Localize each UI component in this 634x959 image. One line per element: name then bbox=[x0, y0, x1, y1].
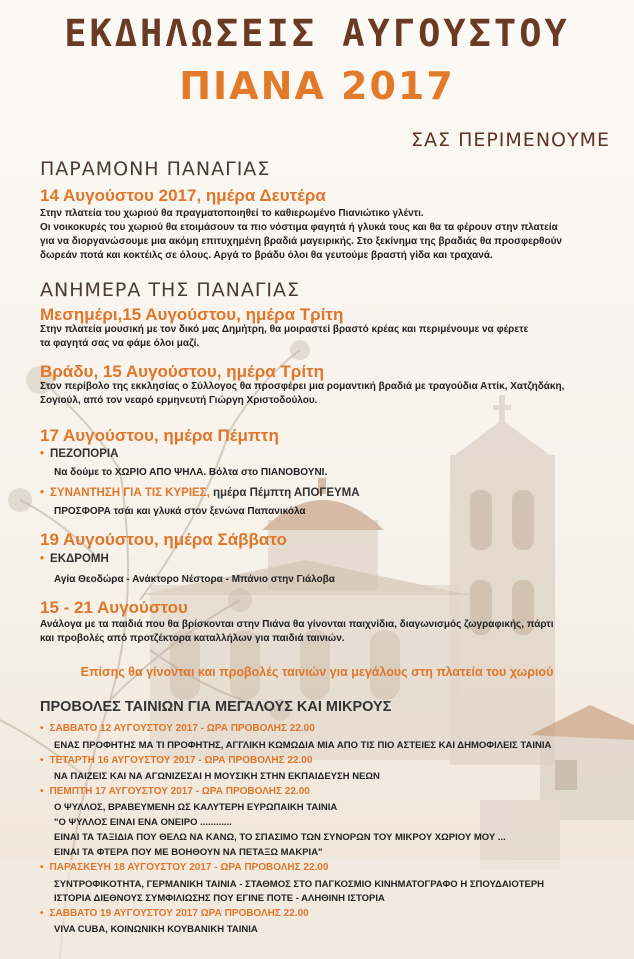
section-heading-paramoni: ΠΑΡΑΜΟΝΗ ΠΑΝΑΓΙΑΣ bbox=[40, 158, 271, 180]
event-date-15-noon: Μεσημέρι,15 Αυγούστου, ημέρα Τρίτη bbox=[40, 305, 344, 324]
event-date-15-evening: Βράδυ, 15 Αυγούστου, ημέρα Τρίτη bbox=[40, 362, 325, 381]
movie-description-4a: ΣΥΝΤΡΟΦΙΚΟΤΗΤΑ, ΓΕΡΜΑΝΙΚΗ ΤΑΙΝΙΑ - ΣΤΑΘΜΟΣ ΣΤΟ ΠΑΓΚΟΣΜΙΟ ΚΙΝΗΜΑΤΟΓΡΑΦΟ Η ΣΠΟΥΔΑΙΟΤΕΡΗ bbox=[54, 879, 545, 890]
event-date-14: 14 Αυγούστου 2017, ημέρα Δευτέρα bbox=[40, 186, 326, 205]
bullet-icon: • bbox=[40, 755, 44, 766]
bullet-icon: • bbox=[40, 553, 45, 565]
event-date-17: 17 Αυγούστου, ημέρα Πέμπτη bbox=[40, 426, 279, 445]
movie-description-3c: ΕΙΝΑΙ ΤΑ ΤΑΞΙΔΙΑ ΠΟΥ ΘΕΛΩ ΝΑ ΚΑΝΩ, ΤΟ ΣΠΑΣΙΜΟ ΤΩΝ ΣΥΝΟΡΩΝ ΤΟΥ ΜΙΚΡΟΥ ΧΩΡΙΟΥ ΜΟΥ ... bbox=[54, 832, 506, 843]
event-detail-ladies-meeting: ΠΡΟΣΦΟΡΑ τσάι και γλυκά στον ξενώνα Παπανικόλα bbox=[54, 506, 306, 517]
movie-schedule-3: • ΠΕΜΠΤΗ 17 ΑΥΓΟΥΣΤΟΥ 2017 - ΩΡΑ ΠΡΟΒΟΛΗΣ 22.00 bbox=[40, 786, 310, 797]
event-description-14: Στην πλατεία του χωριού θα πραγματοποιηθεί το καθιερωμένο Πιανιώτικο γλέντι. Οι νοικοκυρές του χωριού θα ετοιμάσουν τα πιο νόστιμα φαγητά ή γλυκά τους και θα τα φέρουν στην πλατεία για να διοργανώσουμε μια ακόμη επιτυχημένη βραδιά μαγειρικής. Στο ξεκίνημα της βραδιάς θα προσφερθούν δωρεάν ποτά και κοκτέιλς σε όλους. Αργά το βράδυ όλοι θα γευτούμε βραστή γίδα και τραχανά. bbox=[40, 208, 562, 261]
event-item-ladies-meeting: • ΣΥΝΑΝΤΗΣΗ ΓΙΑ ΤΙΣ ΚΥΡΙΕΣ, ημέρα Πέμπτη ΑΠΟΓΕΥΜΑ bbox=[40, 487, 360, 499]
tagline: ΣΑΣ ΠΕΡΙΜΕΝΟΥΜΕ bbox=[411, 129, 610, 151]
movie-schedule-4: • ΠΑΡΑΣΚΕΥΗ 18 ΑΥΓΟΥΣΤΟΥ 2017 - ΩΡΑ ΠΡΟΒΟΛΗΣ 22.00 bbox=[40, 862, 329, 873]
event-date-15-21: 15 - 21 Αυγούστου bbox=[40, 598, 188, 617]
event-detail-hiking: Να δούμε το ΧΩΡΙΟ ΑΠΟ ΨΗΛΑ. Βόλτα στο ΠΙΑΝΟΒΟΥΝΙ. bbox=[54, 467, 328, 478]
event-date-19: 19 Αυγούστου, ημέρα Σάββατο bbox=[40, 530, 287, 549]
bullet-icon: • bbox=[40, 786, 44, 797]
bullet-icon: • bbox=[40, 723, 44, 734]
movie-description-4b: ΙΣΤΟΡΙΑ ΔΙΕΘΝΟΥΣ ΣΥΜΦΙΛΙΩΣΗΣ ΠΟΥ ΕΓΙΝΕ ΠΟΤΕ - ΑΛΗΘΙΝΗ ΙΣΤΟΡΙΑ bbox=[54, 893, 385, 904]
bullet-icon: • bbox=[40, 862, 44, 873]
movie-description-3b: "Ο ΨΥΛΛΟΣ ΕΙΝΑΙ ΕΝΑ ΟΝΕΙΡΟ ............ bbox=[54, 817, 232, 828]
event-description-15-noon: Στην πλατεία μουσική με τον δικό μας Δημήτρη, θα μοιραστεί βραστό κρέας και περιμένουμε να φέρετε τα φαγητά σας να φάμε όλοι μαζί. bbox=[40, 324, 529, 349]
movies-heading: ΠΡΟΒΟΛΕΣ ΤΑΙΝΙΩΝ ΓΙΑ ΜΕΓΑΛΟΥΣ ΚΑΙ ΜΙΚΡΟΥΣ bbox=[40, 699, 392, 715]
event-item-excursion: • ΕΚΔΡΟΜΗ bbox=[40, 553, 109, 565]
movie-description-3a: Ο ΨΥΛΛΟΣ, ΒΡΑΒΕΥΜΕΝΗ ΩΣ ΚΑΛΥΤΕΡΗ ΕΥΡΩΠΑΙΚΗ ΤΑΙΝΙΑ bbox=[54, 802, 338, 813]
movie-schedule-5: • ΣΑΒΒΑΤΟ 19 ΑΥΓΟΥΣΤΟΥ 2017 ΩΡΑ ΠΡΟΒΟΛΗΣ 22.00 bbox=[40, 908, 309, 919]
event-detail-excursion: Αγία Θεοδώρα - Ανάκτορο Νέστορα - Μπάνιο στην Γιάλοβα bbox=[54, 574, 335, 585]
movie-description-3d: ΕΙΝΑΙ ΤΑ ΦΤΕΡΑ ΠΟΥ ΜΕ ΒΟΗΘΟΥΝ ΝΑ ΠΕΤΑΞΩ ΜΑΚΡΙΑ" bbox=[54, 847, 323, 858]
movie-description-5: VIVA CUBA, ΚΟΙΝΩΝΙΚΗ ΚΟΥΒΑΝΙΚΗ ΤΑΙΝΙΑ bbox=[54, 924, 258, 935]
bullet-icon: • bbox=[40, 908, 44, 919]
movie-schedule-2: • ΤΕΤΑΡΤΗ 16 ΑΥΓΟΥΣΤΟΥ 2017 - ΩΡΑ ΠΡΟΒΟΛΗΣ 22.00 bbox=[40, 755, 313, 766]
poster-title: ΕΚΔΗΛΩΣΕΙΣ ΑΥΓΟΥΣΤΟΥ bbox=[64, 12, 570, 55]
event-description-15-21: Ανάλογα με τα παιδιά που θα βρίσκονται στην Πιάνα θα γίνονται παιχνίδια, διαγωνισμός ζωγραφικής, πάρτι και προβολές από προτζέκτορα καταλλήλων για παιδιά ταινιών. bbox=[40, 619, 554, 644]
bullet-icon: • bbox=[40, 487, 45, 499]
section-heading-animera: ΑΝΗΜΕΡΑ ΤΗΣ ΠΑΝΑΓΙΑΣ bbox=[40, 279, 301, 301]
movies-notice: Επίσης θα γίνονται και προβολές ταινιών για μεγάλους στη πλατεία του χωριού bbox=[80, 665, 554, 679]
event-item-hiking: • ΠΕΖΟΠΟΡΙΑ bbox=[40, 448, 119, 460]
movie-schedule-1: • ΣΑΒΒΑΤΟ 12 ΑΥΓΟΥΣΤΟΥ 2017 - ΩΡΑ ΠΡΟΒΟΛΗΣ 22.00 bbox=[40, 723, 315, 734]
movie-description-1: ΕΝΑΣ ΠΡΟΦΗΤΗΣ ΜΑ ΤΙ ΠΡΟΦΗΤΗΣ, ΑΓΓΛΙΚΗ ΚΩΜΩΔΙΑ ΜΙΑ ΑΠΟ ΤΙΣ ΠΙΟ ΑΣΤΕΙΕΣ ΚΑΙ ΔΗΜΟΦΙΛΕΙΣ ΤΑΙΝΙΑ bbox=[54, 740, 552, 751]
movie-description-2: ΝΑ ΠΑΙΖΕΙΣ ΚΑΙ ΝΑ ΑΓΩΝΙΖΕΣΑΙ Η ΜΟΥΣΙΚΗ ΣΤΗΝ ΕΚΠΑΙΔΕΥΣΗ ΝΕΩΝ bbox=[54, 771, 380, 782]
event-description-15-evening: Στον περίβολο της εκκλησίας ο Σύλλογος θα προσφέρει μια ρομαντική βραδιά με τραγούδια Αττίκ, Χατζηδάκη, Σογιούλ, από τον νεαρό ερμηνευτή Γιώργη Χριστοδούλου. bbox=[40, 381, 565, 406]
poster-subtitle: ΠΙΑΝΑ 2017 bbox=[179, 64, 455, 108]
bullet-icon: • bbox=[40, 448, 45, 460]
